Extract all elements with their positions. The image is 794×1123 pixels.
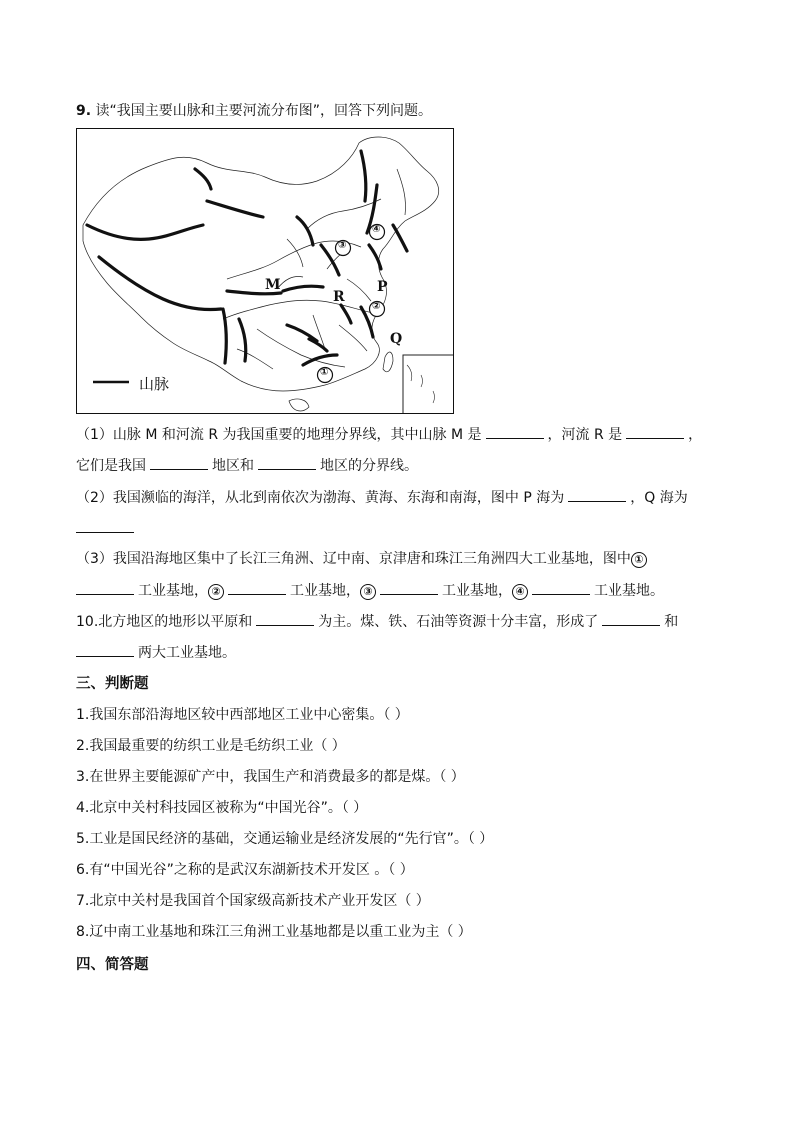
answer-blank[interactable] [532, 580, 590, 595]
answer-blank[interactable] [256, 611, 314, 626]
map-drawing [77, 129, 454, 414]
section-true-false-title: 三、判断题 [76, 676, 149, 692]
map-label-q: Q [390, 331, 403, 347]
map-label-p: P [377, 279, 388, 295]
tf-item-3: 3.在世界主要能源矿产中，我国生产和消费最多的都是煤。（ ） [76, 769, 465, 785]
q9-part1-line2: 它们是我国 地区和 地区的分界线。 [76, 455, 418, 476]
answer-blank[interactable] [76, 518, 134, 533]
q9-part3-line1: （3）我国沿海地区集中了长江三角洲、辽中南、京津唐和珠江三角洲四大工业基地，图中 ① [76, 549, 647, 569]
tf-item-6: 6.有“中国光谷”之称的是武汉东湖新技术开发区 。（ ） [76, 862, 414, 878]
map-legend-label: 山脉 [139, 375, 170, 393]
q10-line1: 10.北方地区的地形以平原和 为主。煤、铁、石油等资源十分丰富，形成了 和 [76, 611, 678, 632]
q9-stem [76, 101, 432, 121]
answer-blank[interactable] [228, 580, 286, 595]
tf-item-5: 5.工业是国民经济的基础，交通运输业是经济发展的“先行官”。（ ） [76, 831, 494, 847]
map-marker-2: ② [372, 301, 381, 312]
answer-blank[interactable] [602, 611, 660, 626]
tf-item-2: 2.我国最重要的纺织工业是毛纺织工业（ ） [76, 738, 346, 754]
map-marker-3: ③ [338, 240, 347, 251]
q9-part3-line2: 工业基地， ② 工业基地， ③ 工业基地， ④ 工业基地。 [76, 580, 664, 601]
tf-item-7: 7.北京中关村是我国首个国家级高新技术产业开发区（ ） [76, 893, 430, 909]
map-label-m: M [265, 277, 281, 293]
q9-part1-line1: （1）山脉 M 和河流 R 为我国重要的地理分界线，其中山脉 M 是 ，河流 R 是 ， [76, 424, 702, 445]
map-marker-1: ① [320, 367, 329, 378]
map-label-r: R [333, 289, 345, 305]
circled-marker-4: ④ [512, 584, 528, 600]
q9-part2-line1: （2）我国濒临的海洋，从北到南依次为渤海、黄海、东海和南海，图中 P 海为 ，Q 海为 [76, 487, 688, 508]
answer-blank[interactable] [150, 455, 208, 470]
q9-number: 9. [76, 103, 92, 119]
china-mountains-rivers-map [76, 128, 454, 414]
answer-blank[interactable] [76, 580, 134, 595]
q9-stem-text: 读“我国主要山脉和主要河流分布图”，回答下列问题。 [95, 103, 433, 119]
answer-blank[interactable] [486, 424, 544, 439]
answer-blank[interactable] [76, 642, 134, 657]
q10-line2: 两大工业基地。 [76, 642, 236, 663]
map-marker-4: ④ [372, 224, 381, 235]
circled-marker-3: ③ [360, 584, 376, 600]
answer-blank[interactable] [626, 424, 684, 439]
answer-blank[interactable] [380, 580, 438, 595]
answer-blank[interactable] [258, 455, 316, 470]
circled-marker-1: ① [631, 552, 647, 568]
answer-blank[interactable] [568, 487, 626, 502]
tf-item-8: 8.辽中南工业基地和珠江三角洲工业基地都是以重工业为主（ ） [76, 924, 472, 940]
section-short-answer-title: 四、简答题 [76, 957, 149, 973]
tf-item-4: 4.北京中关村科技园区被称为“中国光谷”。（ ） [76, 800, 368, 816]
circled-marker-2: ② [208, 584, 224, 600]
tf-item-1: 1.我国东部沿海地区较中西部地区工业中心密集。（ ） [76, 707, 409, 723]
q9-part2-line2 [76, 518, 138, 539]
